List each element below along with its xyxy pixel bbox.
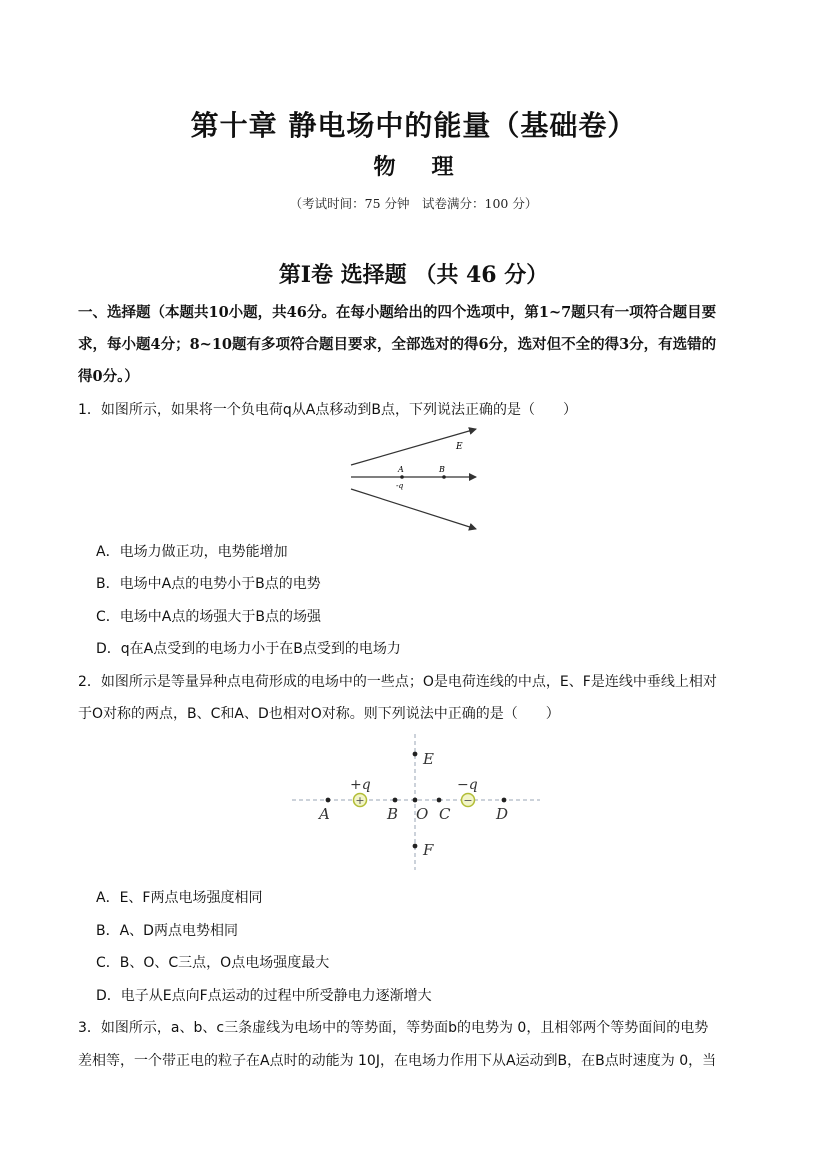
q2-point-a <box>326 798 331 803</box>
instruction-line-3: 得0分。） <box>78 368 139 385</box>
q1-point-a <box>400 475 404 479</box>
q3-stem-line-1: 3．如图所示，a、b、c三条虚线为电场中的等势面，等势面b的电势为 0，且相邻两个等势面间的电势 <box>78 1020 709 1036</box>
instruction-line-2: 求，每小题4分；8~10题有多项符合题目要求，全部选对的得6分，选对但不全的得3分，有选错的 <box>78 336 717 353</box>
q2-label-d: D <box>496 805 509 823</box>
q3-stem-line-2: 差相等，一个带正电的粒子在A点时的动能为 10J，在电场力作用下从A运动到B，在B点时速度为 0，当 <box>78 1053 717 1069</box>
q2-label-c: C <box>439 805 451 823</box>
q1-stem: 1．如图所示，如果将一个负电荷q从A点移动到B点，下列说法正确的是（ ） <box>78 402 577 418</box>
q2-option-b: B．A、D两点电势相同 <box>96 923 238 939</box>
q1-label-e: E <box>456 442 463 452</box>
exam-info: （考试时间：75 分钟 试卷满分：100 分） <box>289 196 538 211</box>
subject-title: 物理 <box>373 154 490 180</box>
q2-option-a: A．E、F两点电场强度相同 <box>96 890 263 906</box>
q2-stem-line-2: 于O对称的两点，B、C和A、D也相对O对称。则下列说法中正确的是（ ） <box>78 706 560 722</box>
q1-point-b <box>442 475 446 479</box>
q2-point-e <box>413 752 418 757</box>
q1-label-a: A <box>398 465 404 474</box>
q1-option-b: B．电场中A点的电势小于B点的电势 <box>96 576 321 592</box>
q2-point-c <box>437 798 442 803</box>
q1-option-c: C．电场中A点的场强大于B点的场强 <box>96 609 321 625</box>
q2-plus-sign: + <box>355 794 365 807</box>
q2-figure <box>290 732 542 872</box>
page-title: 第十章 静电场中的能量（基础卷） <box>190 109 637 142</box>
q1-label-charge: -q <box>396 481 404 490</box>
q2-minus-sign: − <box>463 794 473 807</box>
q2-label-o: O <box>416 805 429 823</box>
q2-label-minus-q: −q <box>457 777 478 793</box>
q2-stem-line-1: 2．如图所示是等量异种点电荷形成的电场中的一些点；O是电荷连线的中点，E、F是连线中垂线上相对 <box>78 674 717 690</box>
q1-label-b: B <box>439 465 445 474</box>
q1-field-line-bottom <box>351 489 476 529</box>
q2-label-b: B <box>387 805 399 823</box>
q2-option-c: C．B、O、C三点，O点电场强度最大 <box>96 955 330 971</box>
instruction-line-1: 一、选择题（本题共10小题，共46分。在每小题给出的四个选项中，第1~7题只有一项符合题目要 <box>78 304 717 321</box>
q2-point-b <box>393 798 398 803</box>
q1-option-d: D．q在A点受到的电场力小于在B点受到的电场力 <box>96 641 401 657</box>
part-title: 第Ⅰ卷 选择题 （共 46 分） <box>278 262 549 288</box>
q2-option-d: D．电子从E点向F点运动的过程中所受静电力逐渐增大 <box>96 988 432 1004</box>
q2-label-plus-q: +q <box>350 777 371 793</box>
q2-point-d <box>502 798 507 803</box>
q2-point-f <box>413 844 418 849</box>
q1-option-a: A．电场力做正功，电势能增加 <box>96 544 288 560</box>
q2-point-o <box>413 798 418 803</box>
q1-figure <box>346 425 482 535</box>
q2-label-f: F <box>423 841 434 859</box>
q2-label-a: A <box>319 805 330 823</box>
q2-label-e: E <box>423 750 434 768</box>
